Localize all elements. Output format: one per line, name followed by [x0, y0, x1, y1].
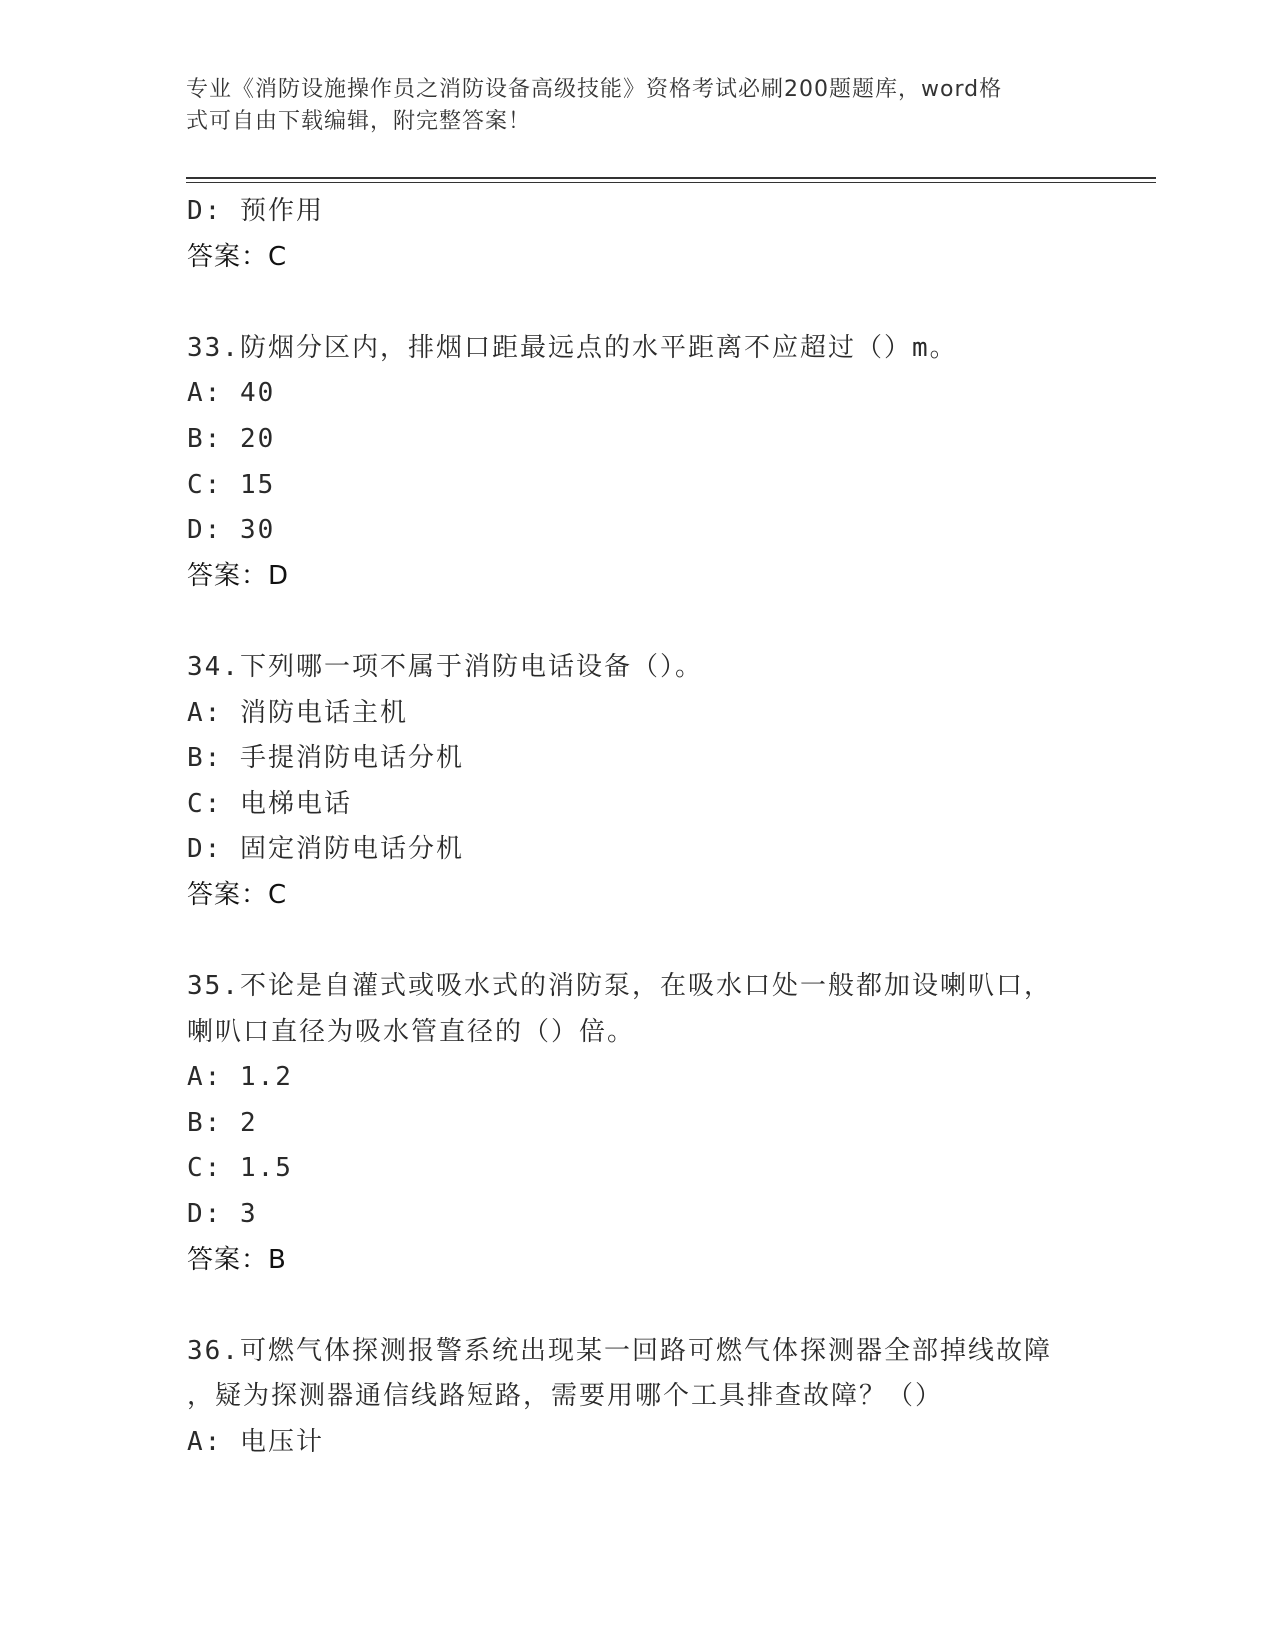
option-d: D: 预作用 — [187, 196, 324, 226]
question-34 — [187, 645, 1087, 919]
question-stem: 34.下列哪一项不属于消防电话设备（）。 — [187, 651, 703, 682]
spacer — [187, 280, 1087, 326]
question-stem-line-2: ，疑为探测器通信线路短路，需要用哪个工具排查故障？（） — [187, 1381, 944, 1412]
option-a: A: 消防电话主机 — [187, 697, 408, 728]
spacer — [187, 919, 1087, 965]
question-33 — [187, 326, 1087, 600]
option-d: D: 3 — [187, 1199, 258, 1230]
option-b: B: 手提消防电话分机 — [187, 743, 464, 774]
answer-label: 答案：B — [187, 1244, 287, 1275]
option-b: B: 20 — [187, 423, 276, 454]
option-a: A: 电压计 — [187, 1427, 324, 1458]
option-b: B: 2 — [187, 1107, 258, 1138]
question-stem-line-1: 35.不论是自灌式或吸水式的消防泵，在吸水口处一般都加设喇叭口， — [187, 971, 1052, 1002]
spacer — [187, 1283, 1087, 1329]
previous-question-tail — [187, 189, 1087, 280]
question-stem-line-2: 喇叭口直径为吸水管直径的（）倍。 — [187, 1016, 636, 1047]
spacer — [187, 599, 1087, 645]
question-36 — [187, 1329, 1087, 1466]
header-line-1: 专业《消防设施操作员之消防设备高级技能》资格考试必刷200题题库，word格 — [186, 77, 1003, 102]
option-a: A: 40 — [187, 378, 276, 409]
option-c: C: 电梯电话 — [187, 788, 352, 819]
option-c: C: 1.5 — [187, 1153, 293, 1184]
answer-label: 答案：C — [187, 879, 288, 910]
option-c: C: 15 — [187, 469, 276, 500]
question-list — [187, 189, 1087, 1466]
question-35 — [187, 964, 1087, 1283]
option-a: A: 1.2 — [187, 1062, 293, 1093]
header-line-2: 式可自由下载编辑，附完整答案！ — [186, 109, 532, 134]
question-stem: 33.防烟分区内，排烟口距最远点的水平距离不应超过（）m。 — [187, 332, 958, 363]
document-header — [186, 74, 1076, 138]
answer-label: 答案：D — [187, 560, 290, 591]
option-d: D: 固定消防电话分机 — [187, 834, 464, 865]
header-divider-thick — [186, 177, 1156, 179]
option-d: D: 30 — [187, 515, 276, 546]
answer-label: 答案：C — [187, 241, 288, 272]
header-divider-thin — [186, 182, 1156, 183]
question-stem-line-1: 36.可燃气体探测报警系统出现某一回路可燃气体探测器全部掉线故障 — [187, 1335, 1052, 1366]
